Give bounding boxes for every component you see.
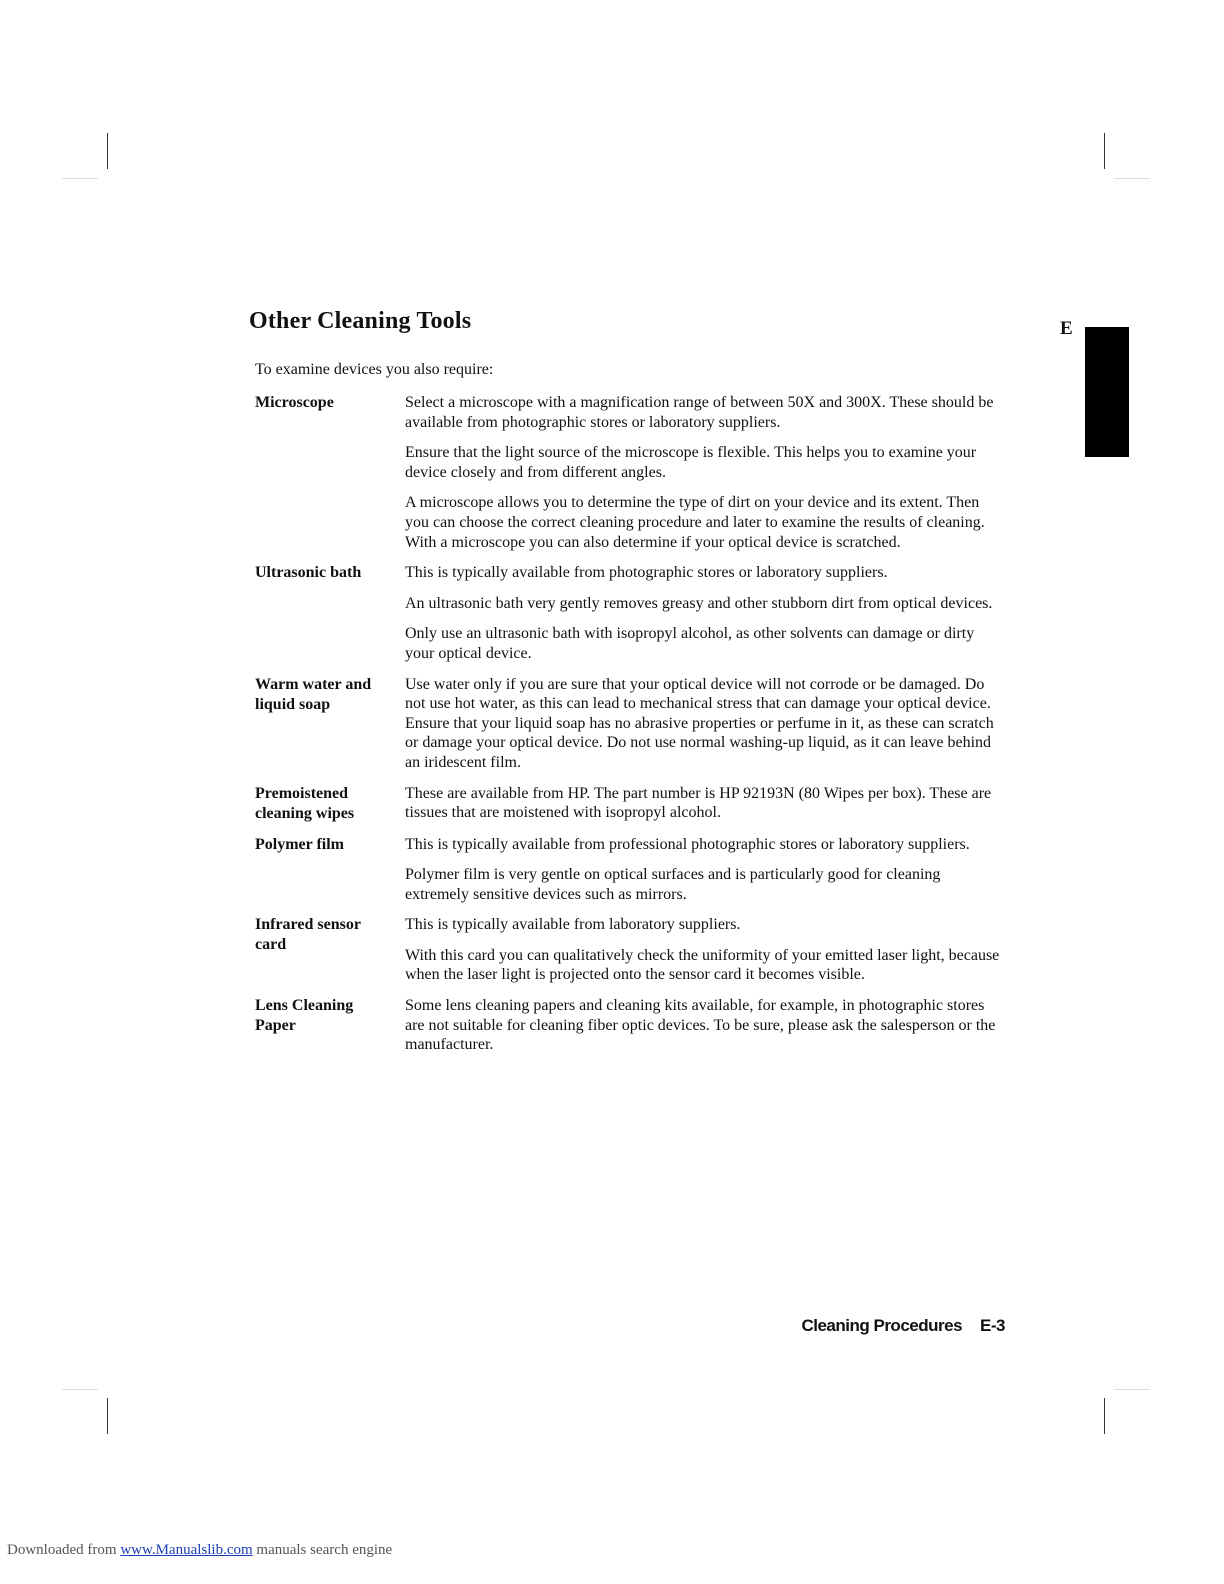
download-suffix: manuals search engine — [256, 1542, 393, 1558]
chapter-tab-letter: E — [1060, 318, 1073, 339]
definition-entry — [255, 784, 1015, 824]
term-line: Ultrasonic bath — [255, 564, 362, 582]
crop-mark — [62, 178, 98, 179]
chapter-tab-marker — [1085, 327, 1129, 457]
crop-mark — [107, 1398, 108, 1434]
description-paragraph: A microscope allows you to determine the type of dirt on your device and its extent. Then you can choose the correct cleaning procedure and later to examine the results of cleaning. With a microscope you can also determine if your optical device is scratched. — [405, 494, 985, 551]
definition-term — [255, 784, 405, 824]
definition-term — [255, 675, 405, 773]
term-line: Infrared sensor — [255, 916, 361, 934]
term-line: Microscope — [255, 394, 334, 411]
definition-term — [255, 563, 405, 663]
crop-mark — [1104, 133, 1105, 169]
description-paragraph: Only use an ultrasonic bath with isopropyl alcohol, as other solvents can damage or dirty your optical device. — [405, 625, 975, 662]
footer-page-number: E-3 — [980, 1316, 1005, 1335]
definition-entry — [255, 996, 1015, 1055]
definition-term — [255, 996, 405, 1055]
definition-description — [405, 996, 1005, 1055]
term-line: Paper — [255, 1017, 296, 1035]
definition-entry — [255, 915, 1015, 985]
term-line: liquid soap — [255, 695, 331, 713]
description-paragraph: This is typically available from laboratory suppliers. — [405, 916, 741, 934]
description-paragraph: Ensure that the light source of the microscope is flexible. This helps you to examine your device closely and from different angles. — [405, 444, 977, 481]
definition-entry — [255, 393, 1015, 552]
description-paragraph: Select a microscope with a magnification range of between 50X and 300X. These should be available from photographic stores or laboratory suppliers. — [405, 394, 994, 431]
crop-mark — [62, 1389, 98, 1390]
download-prefix: Downloaded from — [7, 1542, 117, 1558]
definition-term — [255, 835, 405, 905]
term-line: Warm water and — [255, 675, 372, 693]
definition-list — [255, 393, 1015, 1066]
manualslib-link[interactable]: www.Manualslib.com — [120, 1542, 253, 1558]
page-title: Other Cleaning Tools — [249, 308, 472, 334]
definition-entry — [255, 675, 1015, 773]
description-paragraph: Polymer film is very gentle on optical surfaces and is particularly good for cleaning extremely sensitive devices such as mirrors. — [405, 866, 941, 903]
description-paragraph: Use water only if you are sure that your optical device will not corrode or be damaged. Do not use hot water, as this can lead to mechanical stress that can damage your optical device. Ensure that your liquid soap has no abrasive properties or perfume in it, as these can scratch or damage your optical device. Do not use normal washing-up liquid, as it can leave behind an iridescent film. — [405, 675, 994, 771]
definition-entry — [255, 563, 1015, 663]
crop-mark — [1114, 178, 1150, 179]
intro-text: To examine devices you also require: — [255, 361, 494, 378]
footer-section-title: Cleaning Procedures — [801, 1316, 963, 1335]
definition-description — [405, 835, 1005, 905]
description-paragraph: This is typically available from photographic stores or laboratory suppliers. — [405, 564, 888, 582]
page-footer — [801, 1316, 1005, 1336]
definition-description — [405, 563, 1005, 663]
definition-description — [405, 784, 1005, 824]
definition-description — [405, 675, 1005, 773]
description-paragraph: With this card you can qualitatively check the uniformity of your emitted laser light, because when the laser light is projected onto the sensor card it becomes visible. — [405, 946, 1000, 984]
download-credit — [7, 1542, 392, 1559]
description-paragraph: An ultrasonic bath very gently removes greasy and other stubborn dirt from optical devices. — [405, 594, 993, 612]
definition-description — [405, 393, 1005, 552]
definition-description — [405, 915, 1005, 985]
term-line: Premoistened — [255, 784, 349, 802]
description-paragraph: These are available from HP. The part number is HP 92193N (80 Wipes per box). These are tissues that are moistened with isopropyl alcohol. — [405, 784, 992, 822]
description-paragraph: Some lens cleaning papers and cleaning kits available, for example, in photographic stores are not suitable for cleaning fiber optic devices. To be sure, please ask the salesperson or the manufacturer. — [405, 997, 996, 1054]
crop-mark — [1114, 1389, 1150, 1390]
term-line: cleaning wipes — [255, 804, 355, 822]
term-line: card — [255, 936, 287, 954]
definition-entry — [255, 835, 1015, 905]
term-line: Lens Cleaning — [255, 997, 354, 1015]
crop-mark — [1104, 1398, 1105, 1434]
definition-term — [255, 393, 405, 552]
definition-term — [255, 915, 405, 985]
term-line: Polymer film — [255, 835, 345, 853]
description-paragraph: This is typically available from professional photographic stores or laboratory suppliers. — [405, 835, 970, 853]
crop-mark — [107, 133, 108, 169]
